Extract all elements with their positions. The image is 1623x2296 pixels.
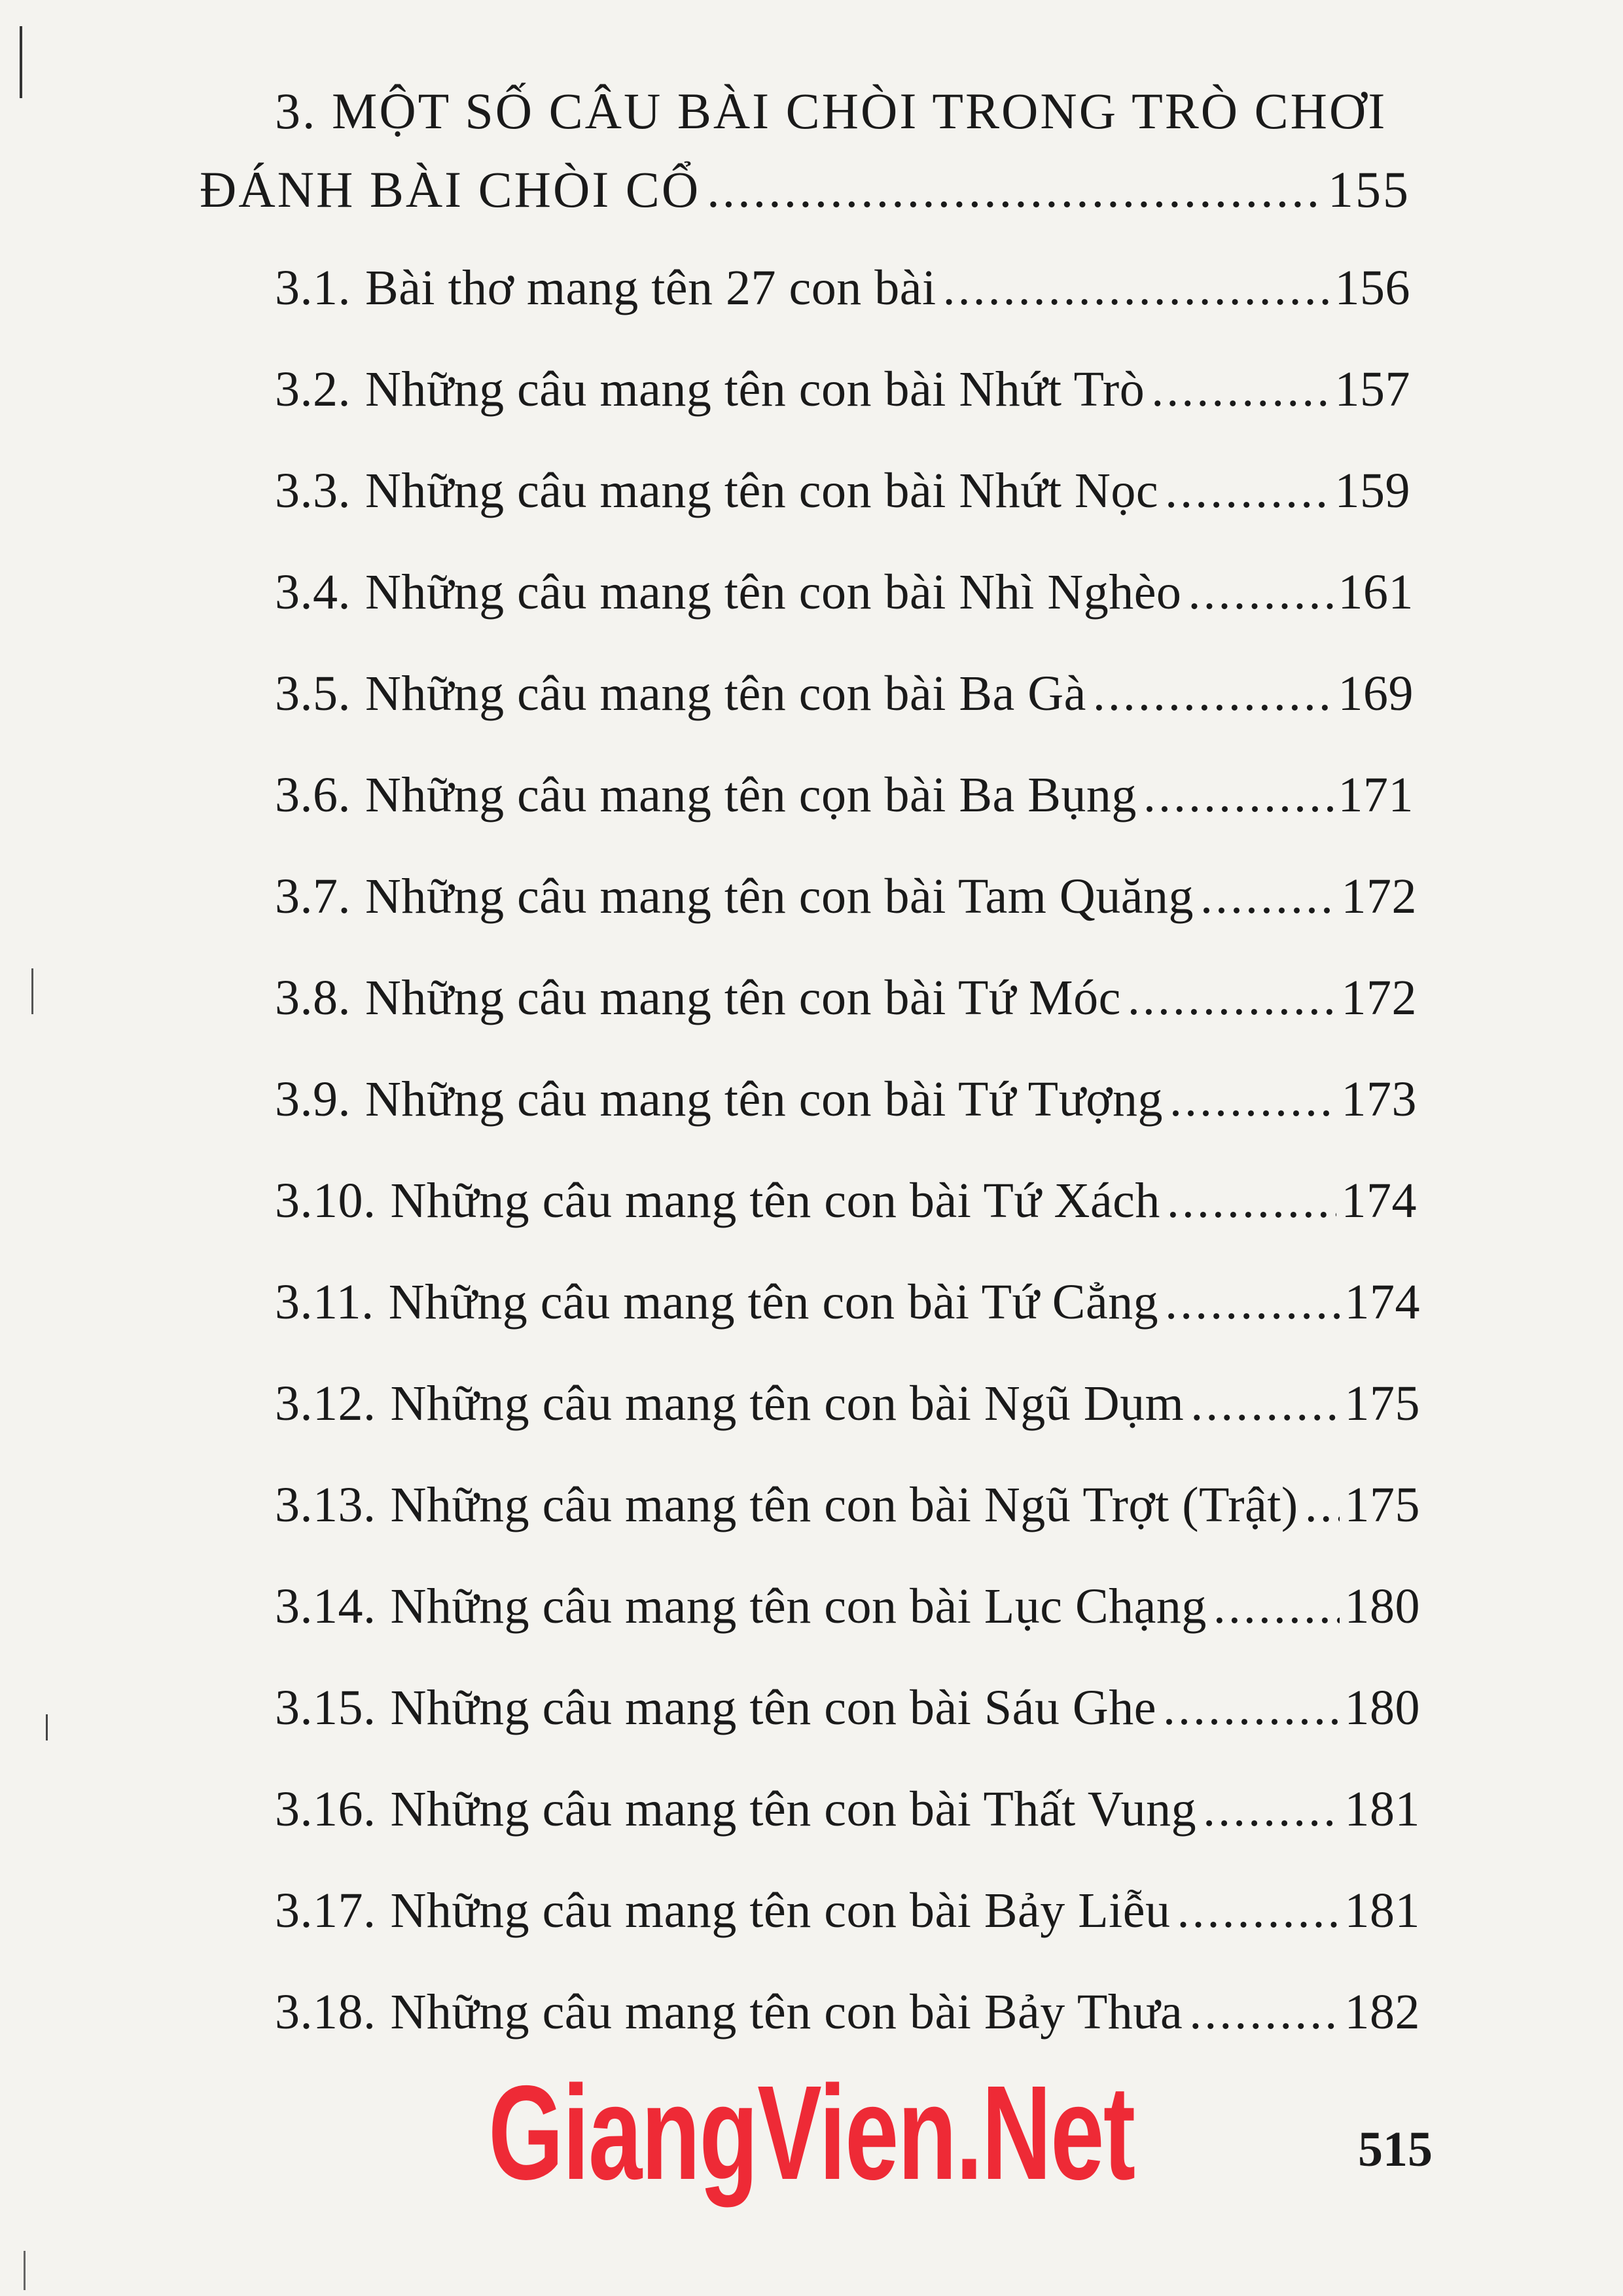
toc-entry-label: Những câu mang tên con bài Nhứt Trò [365,362,1145,417]
leader-dots [1200,864,1336,929]
toc-entry-number: 3.9. [275,1072,351,1127]
toc-entry [275,965,1417,1031]
section-heading-label: ĐÁNH BÀI CHÒI CỔ [200,161,701,218]
toc-entry-page: 161 [1338,565,1414,620]
page-number: 515 [1358,2122,1433,2177]
toc-entry-number: 3.18. [275,1985,376,2040]
leader-dots [1167,1168,1336,1233]
scan-edge-mark [46,1714,48,1740]
toc-entry [275,762,1414,828]
toc-entry-page: 181 [1344,1782,1420,1837]
leader-dots [1213,1574,1340,1639]
toc-entry-page: 156 [1334,260,1410,315]
toc-entry-page: 159 [1334,463,1410,518]
leader-dots [1177,1878,1340,1943]
toc-entry-page: 171 [1338,768,1414,822]
toc-entry [275,357,1410,422]
toc-entry-label: Những câu mang tên con bài Ngũ Dụm [390,1376,1185,1431]
toc-entry-label: Những câu mang tên con bài Tam Quăng [365,869,1194,924]
toc-entry-page: 182 [1344,1985,1420,2040]
toc-entry-number: 3.5. [275,666,351,721]
section-heading-line2 [200,150,1410,229]
toc-entry-number: 3.11. [275,1275,374,1330]
scan-edge-mark [20,26,22,98]
toc-entry-page: 181 [1344,1883,1420,1938]
leader-dots [1151,357,1329,422]
leader-dots [1305,1472,1340,1538]
toc-entry [275,1878,1420,1943]
toc-entry-page: 173 [1341,1072,1417,1127]
toc-entry-number: 3.6. [275,768,351,822]
leader-dots [707,150,1323,229]
scan-edge-mark [31,968,33,1014]
toc-entry-page: 180 [1344,1680,1420,1735]
toc-entry-number: 3.2. [275,362,351,417]
toc-entry [275,661,1414,726]
scan-edge-mark [24,2251,26,2290]
leader-dots [1169,1067,1336,1132]
toc-entry-number: 3.10. [275,1173,376,1228]
toc-entry [275,255,1410,321]
leader-dots [1188,559,1332,625]
toc-entry-number: 3.12. [275,1376,376,1431]
toc-entry-label: Những câu mang tên con bài Tứ Móc [365,970,1121,1025]
toc-entry-label: Bài thơ mang tên 27 con bài [365,260,936,315]
toc-entry-number: 3.4. [275,565,351,620]
toc-entry [275,1269,1420,1335]
toc-entry [275,1472,1420,1538]
toc-entry [275,559,1414,625]
toc-entry-page: 172 [1341,869,1417,924]
toc-entry [275,1574,1420,1639]
toc-entry-page: 157 [1334,362,1410,417]
leader-dots [1163,1675,1340,1740]
toc-entry-number: 3.1. [275,260,351,315]
leader-dots [1165,1269,1339,1335]
leader-dots [1143,762,1333,828]
leader-dots [1189,1979,1339,2045]
toc-entry [275,1371,1420,1436]
toc-entry-label: Những câu mang tên con bài Bảy Liễu [390,1883,1171,1938]
toc-entry-number: 3.7. [275,869,351,924]
toc-entry [275,1979,1420,2045]
toc-entry-label: Những câu mang tên con bài Tứ Xách [390,1173,1160,1228]
toc-entry-number: 3.17. [275,1883,376,1938]
toc-entry-number: 3.13. [275,1477,376,1532]
toc-entry-label: Những câu mang tên con bài Tứ Cẳng [388,1275,1159,1330]
leader-dots [1165,458,1329,523]
watermark-logo: GiangVien.Net [488,2058,1135,2208]
toc-entry [275,1776,1420,1842]
toc-entry [275,458,1410,523]
toc-entry-label: Những câu mang tên con bài Thất Vung [390,1782,1197,1837]
toc-entry [275,1067,1417,1132]
toc-entry-label: Những câu mang tên con bài Ngũ Trợt (Trật) [390,1477,1298,1532]
toc-entry [275,1675,1420,1740]
toc-entry-label: Những câu mang tên con bài Sáu Ghe [390,1680,1156,1735]
toc-entry-label: Những câu mang tên cọn bài Ba Bụng [365,768,1137,822]
toc-entry [275,864,1417,929]
toc-entry-number: 3.14. [275,1579,376,1634]
toc-entry-page: 172 [1341,970,1417,1025]
leader-dots [1093,661,1333,726]
toc-entry-page: 174 [1344,1275,1420,1330]
section-heading-page: 155 [1328,161,1410,218]
toc-entry-page: 175 [1344,1477,1420,1532]
toc-entry-label: Những câu mang tên con bài Tứ Tượng [365,1072,1163,1127]
toc-entry-label: Những câu mang tên con bài Ba Gà [365,666,1086,721]
section-heading-line1: 3. MỘT SỐ CÂU BÀI CHÒI TRONG TRÒ CHƠI [275,82,1387,139]
toc-entry-number: 3.16. [275,1782,376,1837]
leader-dots [1128,965,1336,1031]
toc-entry-page: 169 [1338,666,1414,721]
toc-entry-page: 175 [1344,1376,1420,1431]
toc-entry-number: 3.8. [275,970,351,1025]
leader-dots [943,255,1330,321]
leader-dots [1190,1371,1339,1436]
toc-entry-page: 174 [1341,1173,1417,1228]
leader-dots [1203,1776,1339,1842]
toc-entry-label: Những câu mang tên con bài Bảy Thưa [390,1985,1183,2040]
toc-entry-number: 3.15. [275,1680,376,1735]
toc-entry-page: 180 [1344,1579,1420,1634]
toc-entry-label: Những câu mang tên con bài Nhì Nghèo [365,565,1182,620]
toc-entry-label: Những câu mang tên con bài Lục Chạng [390,1579,1207,1634]
toc-entry-label: Những câu mang tên con bài Nhứt Nọc [365,463,1159,518]
toc-entry-number: 3.3. [275,463,351,518]
toc-entry [275,1168,1417,1233]
